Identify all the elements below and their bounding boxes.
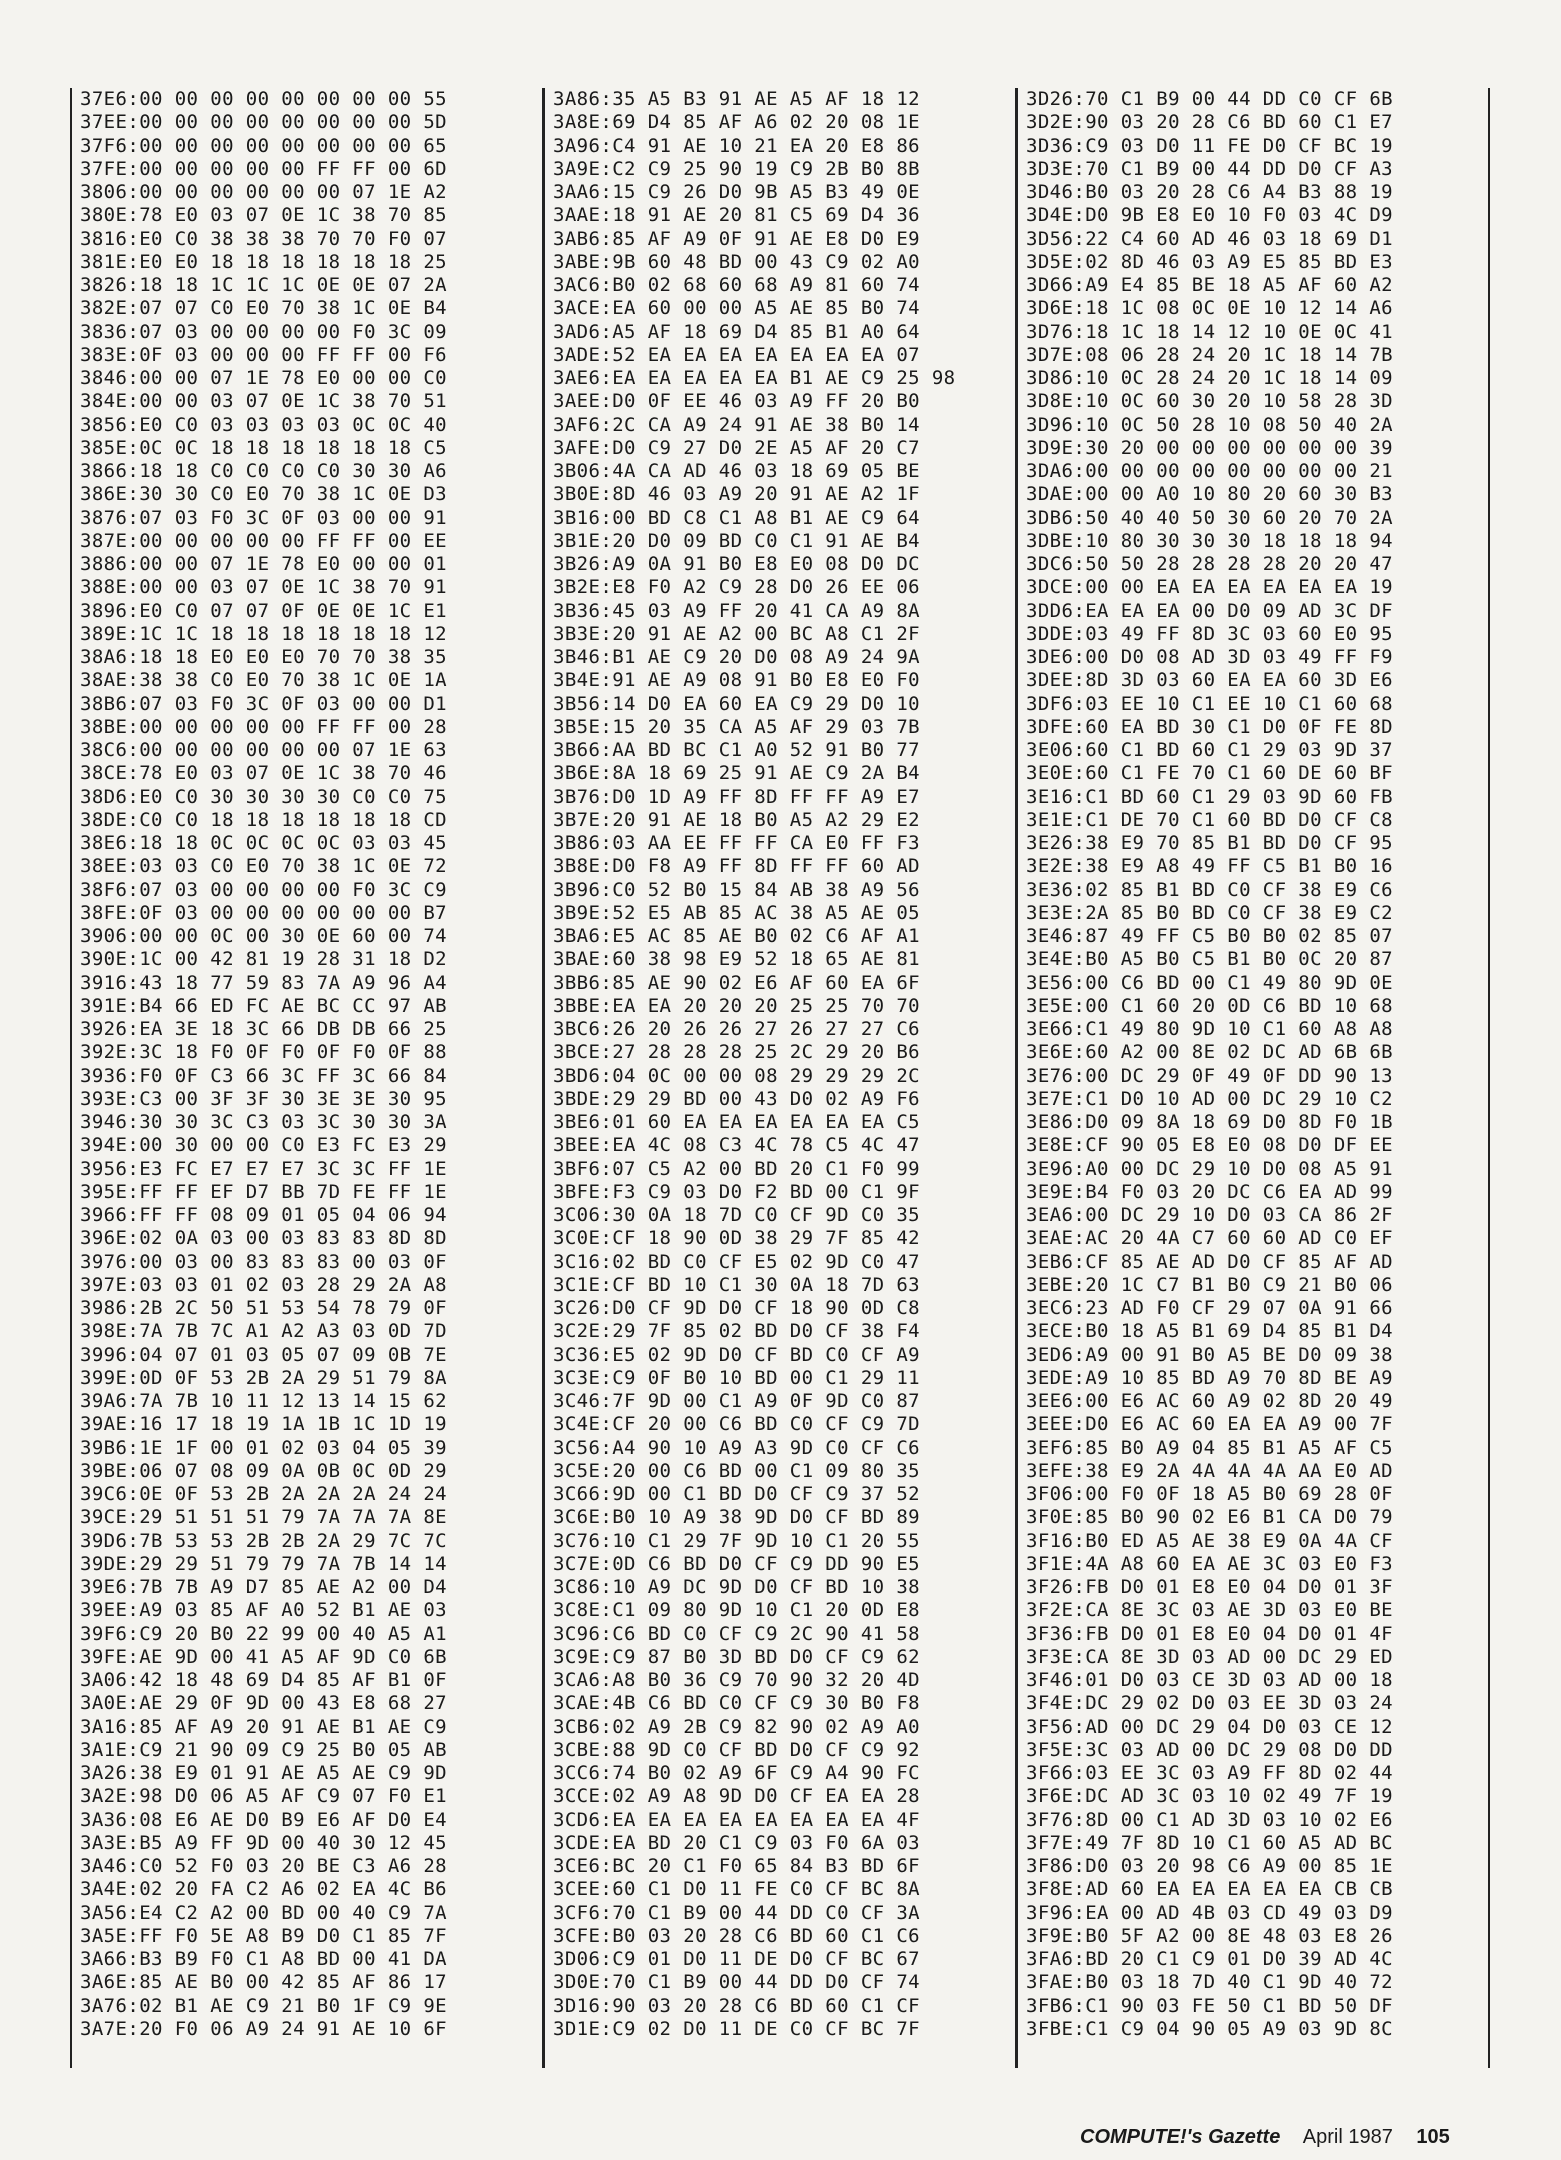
listing-line: 3CA6:A8 B0 36 C9 70 90 32 20 4D (553, 1669, 921, 1691)
listing-line: 3C6E:B0 10 A9 38 9D D0 CF BD 89 (553, 1506, 921, 1529)
listing-line: 3B16:00 BD C8 C1 A8 B1 AE C9 64 (553, 506, 921, 529)
listing-line: 3A6E:85 AE B0 00 42 85 AF 86 17 (80, 1971, 448, 1994)
listing-line: 3F76:8D 00 C1 AD 3D 03 10 02 E6 (1026, 1808, 1394, 1831)
listing-line: 3C76:10 C1 29 7F 9D 10 C1 20 55 (553, 1529, 921, 1552)
listing-line: 395E:FF FF EF D7 BB 7D FE FF 1E (80, 1180, 448, 1203)
listing-line: 3A76:02 B1 AE C9 21 B0 1F C9 9E (80, 1994, 448, 2017)
listing-line: 3926:EA 3E 18 3C 66 DB DB 66 25 (80, 1018, 448, 1040)
listing-line: 396E:02 0A 03 00 03 83 83 8D 8D (80, 1227, 448, 1250)
listing-line: 3A06:42 18 48 69 D4 85 AF B1 0F (80, 1669, 448, 1691)
listing-line: 3B4E:91 AE A9 08 91 B0 E8 E0 F0 (553, 669, 921, 692)
listing-line: 397E:03 03 01 02 03 28 29 2A A8 (80, 1273, 448, 1296)
listing-line: 3BC6:26 20 26 26 27 26 27 27 C6 (553, 1018, 921, 1040)
listing-line: 3E0E:60 C1 FE 70 C1 60 DE 60 BF (1026, 762, 1394, 785)
listing-line: 3CDE:EA BD 20 C1 C9 03 F0 6A 03 (553, 1831, 921, 1854)
listing-line: 3C36:E5 02 9D D0 CF BD C0 CF A9 (553, 1343, 921, 1366)
listing-line: 37EE:00 00 00 00 00 00 00 00 5D (80, 111, 448, 134)
listing-line: 3EB6:CF 85 AE AD D0 CF 85 AF AD (1026, 1250, 1394, 1273)
listing-line: 3BCE:27 28 28 28 25 2C 29 20 B6 (553, 1041, 921, 1064)
listing-line: 3F5E:3C 03 AD 00 DC 29 08 D0 DD (1026, 1738, 1394, 1761)
listing-line: 39DE:29 29 51 79 79 7A 7B 14 14 (80, 1552, 448, 1575)
listing-line: 3CD6:EA EA EA EA EA EA EA EA 4F (553, 1808, 921, 1831)
listing-line: 3C5E:20 00 C6 BD 00 C1 09 80 35 (553, 1459, 921, 1482)
listing-line: 382E:07 07 C0 E0 70 38 1C 0E B4 (80, 297, 448, 320)
listing-line: 3E7E:C1 D0 10 AD 00 DC 29 10 C2 (1026, 1087, 1394, 1110)
listing-line: 3C3E:C9 0F B0 10 BD 00 C1 29 11 (553, 1366, 921, 1389)
listing-line: 38D6:E0 C0 30 30 30 30 C0 C0 75 (80, 785, 448, 808)
listing-line: 3BF6:07 C5 A2 00 BD 20 C1 F0 99 (553, 1157, 921, 1180)
listing-line: 3D66:A9 E4 85 BE 18 A5 AF 60 A2 (1026, 274, 1394, 296)
listing-line: 3E9E:B4 F0 03 20 DC C6 EA AD 99 (1026, 1180, 1394, 1203)
listing-line: 387E:00 00 00 00 00 FF FF 00 EE (80, 529, 448, 552)
listing-line: 3AFE:D0 C9 27 D0 2E A5 AF 20 C7 (553, 436, 921, 459)
listing-line: 3C06:30 0A 18 7D C0 CF 9D C0 35 (553, 1204, 921, 1226)
listing-line: 38BE:00 00 00 00 00 FF FF 00 28 (80, 715, 448, 738)
page-footer (1080, 2126, 1500, 2149)
listing-line: 3F9E:B0 5F A2 00 8E 48 03 E8 26 (1026, 1924, 1394, 1947)
listing-line: 3A36:08 E6 AE D0 B9 E6 AF D0 E4 (80, 1808, 448, 1831)
listing-line: 3E5E:00 C1 60 20 0D C6 BD 10 68 (1026, 994, 1394, 1017)
listing-line: 3A4E:02 20 FA C2 A6 02 EA 4C B6 (80, 1878, 448, 1901)
listing-line: 39FE:AE 9D 00 41 A5 AF 9D C0 6B (80, 1645, 448, 1668)
listing-line: 3FB6:C1 90 03 FE 50 C1 BD 50 DF (1026, 1994, 1394, 2017)
listing-line: 3E36:02 85 B1 BD C0 CF 38 E9 C6 (1026, 878, 1394, 901)
listing-line: 380E:78 E0 03 07 0E 1C 38 70 85 (80, 204, 448, 227)
listing-line: 3F26:FB D0 01 E8 E0 04 D0 01 3F (1026, 1576, 1394, 1598)
listing-line: 3F96:EA 00 AD 4B 03 CD 49 03 D9 (1026, 1901, 1394, 1924)
listing-line: 3A7E:20 F0 06 A9 24 91 AE 10 6F (80, 2017, 448, 2040)
listing-line: 383E:0F 03 00 00 00 FF FF 00 F6 (80, 343, 448, 366)
listing-line: 3876:07 03 F0 3C 0F 03 00 00 91 (80, 506, 448, 529)
listing-column-3 (1016, 88, 1490, 2068)
listing-line: 3DAE:00 00 A0 10 80 20 60 30 B3 (1026, 483, 1394, 506)
listing-column-1 (70, 88, 544, 2068)
listing-line: 3ABE:9B 60 48 BD 00 43 C9 02 A0 (553, 250, 921, 273)
listing-line: 38F6:07 03 00 00 00 00 F0 3C C9 (80, 878, 448, 901)
listing-line: 39B6:1E 1F 00 01 02 03 04 05 39 (80, 1436, 448, 1459)
listing-line: 3C56:A4 90 10 A9 A3 9D C0 CF C6 (553, 1436, 921, 1459)
listing-line: 3956:E3 FC E7 E7 E7 3C 3C FF 1E (80, 1157, 448, 1180)
listing-line: 3B46:B1 AE C9 20 D0 08 A9 24 9A (553, 646, 921, 668)
listing-line: 3CAE:4B C6 BD C0 CF C9 30 B0 F8 (553, 1692, 921, 1715)
listing-line: 3ADE:52 EA EA EA EA EA EA EA 07 (553, 343, 921, 366)
listing-line: 39A6:7A 7B 10 11 12 13 14 15 62 (80, 1390, 448, 1412)
listing-line: 3CC6:74 B0 02 A9 6F C9 A4 90 FC (553, 1762, 921, 1784)
listing-line: 3A8E:69 D4 85 AF A6 02 20 08 1E (553, 111, 921, 134)
listing-line: 384E:00 00 03 07 0E 1C 38 70 51 (80, 390, 448, 413)
listing-line: 3DEE:8D 3D 03 60 EA EA 60 3D E6 (1026, 669, 1394, 692)
listing-line: 3DFE:60 EA BD 30 C1 D0 0F FE 8D (1026, 715, 1394, 738)
listing-line: 3EC6:23 AD F0 CF 29 07 0A 91 66 (1026, 1297, 1394, 1319)
listing-line: 3EFE:38 E9 2A 4A 4A 4A AA E0 AD (1026, 1459, 1394, 1482)
listing-line: 3866:18 18 C0 C0 C0 C0 30 30 A6 (80, 460, 448, 482)
listing-line: 3E8E:CF 90 05 E8 E0 08 D0 DF EE (1026, 1134, 1394, 1157)
listing-line: 3C96:C6 BD C0 CF C9 2C 90 41 58 (553, 1622, 921, 1645)
listing-line: 3B66:AA BD BC C1 A0 52 91 B0 77 (553, 739, 921, 761)
listing-line: 390E:1C 00 42 81 19 28 31 18 D2 (80, 948, 448, 971)
listing-line: 3C66:9D 00 C1 BD D0 CF C9 37 52 (553, 1483, 921, 1505)
listing-line: 3946:30 30 3C C3 03 3C 30 30 3A (80, 1111, 448, 1133)
listing-line: 3D9E:30 20 00 00 00 00 00 00 39 (1026, 436, 1394, 459)
listing-line: 3E26:38 E9 70 85 B1 BD D0 CF 95 (1026, 832, 1394, 854)
listing-line: 3F36:FB D0 01 E8 E0 04 D0 01 4F (1026, 1622, 1394, 1645)
listing-line: 3E6E:60 A2 00 8E 02 DC AD 6B 6B (1026, 1041, 1394, 1064)
listing-line: 394E:00 30 00 00 C0 E3 FC E3 29 (80, 1134, 448, 1157)
listing-line: 3CBE:88 9D C0 CF BD D0 CF C9 92 (553, 1738, 921, 1761)
listing-line: 3B8E:D0 F8 A9 FF 8D FF FF 60 AD (553, 855, 921, 878)
listing-line: 3E1E:C1 DE 70 C1 60 BD D0 CF C8 (1026, 808, 1394, 831)
listing-line: 3EAE:AC 20 4A C7 60 60 AD C0 EF (1026, 1227, 1394, 1250)
listing-line: 3F86:D0 03 20 98 C6 A9 00 85 1E (1026, 1855, 1394, 1877)
listing-line: 3E2E:38 E9 A8 49 FF C5 B1 B0 16 (1026, 855, 1394, 878)
listing-line: 3916:43 18 77 59 83 7A A9 96 A4 (80, 971, 448, 994)
listing-line: 3A5E:FF F0 5E A8 B9 D0 C1 85 7F (80, 1924, 448, 1947)
listing-line: 3A2E:98 D0 06 A5 AF C9 07 F0 E1 (80, 1785, 448, 1808)
listing-line: 3886:00 00 07 1E 78 E0 00 00 01 (80, 553, 448, 575)
listing-line: 3D6E:18 1C 08 0C 0E 10 12 14 A6 (1026, 297, 1394, 320)
listing-line: 3D96:10 0C 50 28 10 08 50 40 2A (1026, 413, 1394, 436)
listing-line: 3EF6:85 B0 A9 04 85 B1 A5 AF C5 (1026, 1436, 1394, 1459)
listing-line: 3AAE:18 91 AE 20 81 C5 69 D4 36 (553, 204, 921, 227)
listing-line: 38FE:0F 03 00 00 00 00 00 00 B7 (80, 901, 448, 924)
listing-line: 3E4E:B0 A5 B0 C5 B1 B0 0C 20 87 (1026, 948, 1394, 971)
listing-line: 3F7E:49 7F 8D 10 C1 60 A5 AD BC (1026, 1831, 1394, 1854)
listing-line: 3ED6:A9 00 91 B0 A5 BE D0 09 38 (1026, 1343, 1394, 1366)
listing-line: 38AE:38 38 C0 E0 70 38 1C 0E 1A (80, 669, 448, 692)
listing-line: 38C6:00 00 00 00 00 00 07 1E 63 (80, 739, 448, 761)
listing-line: 3E16:C1 BD 60 C1 29 03 9D 60 FB (1026, 785, 1394, 808)
listing-line: 3CE6:BC 20 C1 F0 65 84 B3 BD 6F (553, 1855, 921, 1877)
listing-line: 3BFE:F3 C9 03 D0 F2 BD 00 C1 9F (553, 1180, 921, 1203)
listing-line: 3F56:AD 00 DC 29 04 D0 03 CE 12 (1026, 1715, 1394, 1738)
listing-line: 38B6:07 03 F0 3C 0F 03 00 00 D1 (80, 692, 448, 715)
listing-line: 3BDE:29 29 BD 00 43 D0 02 A9 F6 (553, 1087, 921, 1110)
listing-line: 3A66:B3 B9 F0 C1 A8 BD 00 41 DA (80, 1948, 448, 1970)
listing-line: 3C46:7F 9D 00 C1 A9 0F 9D C0 87 (553, 1390, 921, 1412)
listing-line: 38EE:03 03 C0 E0 70 38 1C 0E 72 (80, 855, 448, 878)
listing-line: 3D2E:90 03 20 28 C6 BD 60 C1 E7 (1026, 111, 1394, 134)
listing-line: 3F2E:CA 8E 3C 03 AE 3D 03 E0 BE (1026, 1599, 1394, 1622)
listing-line: 3F3E:CA 8E 3D 03 AD 00 DC 29 ED (1026, 1645, 1394, 1668)
issue-date: April 1987 (1302, 2126, 1393, 2148)
listing-line: 3CF6:70 C1 B9 00 44 DD C0 CF 3A (553, 1901, 921, 1924)
listing-line: 3966:FF FF 08 09 01 05 04 06 94 (80, 1204, 448, 1226)
listing-line: 3D16:90 03 20 28 C6 BD 60 C1 CF (553, 1994, 921, 2017)
listing-line: 3A1E:C9 21 90 09 C9 25 B0 05 AB (80, 1738, 448, 1761)
listing-line: 3BA6:E5 AC 85 AE B0 02 C6 AF A1 (553, 925, 921, 947)
listing-line: 3EBE:20 1C C7 B1 B0 C9 21 B0 06 (1026, 1273, 1394, 1296)
listing-line: 3A56:E4 C2 A2 00 BD 00 40 C9 7A (80, 1901, 448, 1924)
listing-line: 3996:04 07 01 03 05 07 09 0B 7E (80, 1343, 448, 1366)
listing-line: 3C4E:CF 20 00 C6 BD C0 CF C9 7D (553, 1413, 921, 1436)
listing-line: 3A86:35 A5 B3 91 AE A5 AF 18 12 (553, 88, 921, 110)
listing-line: 3816:E0 C0 38 38 38 70 70 F0 07 (80, 227, 448, 250)
listing-line: 3B5E:15 20 35 CA A5 AF 29 03 7B (553, 715, 921, 738)
listing-line: 3B56:14 D0 EA 60 EA C9 29 D0 10 (553, 692, 921, 715)
listing-line: 3FBE:C1 C9 04 90 05 A9 03 9D 8C (1026, 2017, 1394, 2040)
listing-line: 3E3E:2A 85 B0 BD C0 CF 38 E9 C2 (1026, 901, 1394, 924)
listing-line: 385E:0C 0C 18 18 18 18 18 18 C5 (80, 436, 448, 459)
listing-line: 3AA6:15 C9 26 D0 9B A5 B3 49 0E (553, 181, 921, 203)
listing-line: 3DBE:10 80 30 30 30 18 18 18 94 (1026, 529, 1394, 552)
listing-line: 3ACE:EA 60 00 00 A5 AE 85 B0 74 (553, 297, 921, 320)
listing-line: 3BAE:60 38 98 E9 52 18 65 AE 81 (553, 948, 921, 971)
listing-line: 3C0E:CF 18 90 0D 38 29 7F 85 42 (553, 1227, 921, 1250)
listing-line: 3B36:45 03 A9 FF 20 41 CA A9 8A (553, 599, 921, 622)
listing-line: 3BB6:85 AE 90 02 E6 AF 60 EA 6F (553, 971, 921, 994)
listing-line: 3836:07 03 00 00 00 00 F0 3C 09 (80, 320, 448, 343)
listing-line: 3D26:70 C1 B9 00 44 DD C0 CF 6B (1026, 88, 1394, 110)
listing-line: 3D1E:C9 02 D0 11 DE C0 CF BC 7F (553, 2017, 921, 2040)
listing-line: 3D06:C9 01 D0 11 DE D0 CF BC 67 (553, 1948, 921, 1970)
listing-line: 3C86:10 A9 DC 9D D0 CF BD 10 38 (553, 1576, 921, 1598)
listing-line: 37F6:00 00 00 00 00 00 00 00 65 (80, 134, 448, 157)
listing-line: 3F16:B0 ED A5 AE 38 E9 0A 4A CF (1026, 1529, 1394, 1552)
listing-line: 3D46:B0 03 20 28 C6 A4 B3 88 19 (1026, 181, 1394, 203)
listing-line: 3B7E:20 91 AE 18 B0 A5 A2 29 E2 (553, 808, 921, 831)
listing-line: 3B0E:8D 46 03 A9 20 91 AE A2 1F (553, 483, 921, 506)
listing-line: 386E:30 30 C0 E0 70 38 1C 0E D3 (80, 483, 448, 506)
listing-line: 3DCE:00 00 EA EA EA EA EA EA 19 (1026, 576, 1394, 599)
listing-line: 3D76:18 1C 18 14 12 10 0E 0C 41 (1026, 320, 1394, 343)
listing-line: 3D4E:D0 9B E8 E0 10 F0 03 4C D9 (1026, 204, 1394, 227)
listing-line: 3A3E:B5 A9 FF 9D 00 40 30 12 45 (80, 1831, 448, 1854)
listing-line: 3BE6:01 60 EA EA EA EA EA EA C5 (553, 1111, 921, 1133)
listing-line: 3D56:22 C4 60 AD 46 03 18 69 D1 (1026, 227, 1394, 250)
listing-line: 3DC6:50 50 28 28 28 28 20 20 47 (1026, 553, 1394, 575)
listing-line: 3AE6:EA EA EA EA EA B1 AE C9 25 98 (553, 367, 956, 389)
listing-line: 3D7E:08 06 28 24 20 1C 18 14 7B (1026, 343, 1394, 366)
listing-line: 3DF6:03 EE 10 C1 EE 10 C1 60 68 (1026, 692, 1394, 715)
listing-line: 3A9E:C2 C9 25 90 19 C9 2B B0 8B (553, 157, 921, 180)
listing-line: 39E6:7B 7B A9 D7 85 AE A2 00 D4 (80, 1576, 448, 1598)
listing-line: 3D86:10 0C 28 24 20 1C 18 14 09 (1026, 367, 1394, 389)
listing-line: 3B06:4A CA AD 46 03 18 69 05 BE (553, 460, 921, 482)
listing-line: 3CEE:60 C1 D0 11 FE C0 CF BC 8A (553, 1878, 921, 1901)
listing-line: 39BE:06 07 08 09 0A 0B 0C 0D 29 (80, 1459, 448, 1482)
listing-line: 3C1E:CF BD 10 C1 30 0A 18 7D 63 (553, 1273, 921, 1296)
listing-line: 3AC6:B0 02 68 60 68 A9 81 60 74 (553, 274, 921, 296)
listing-line: 39C6:0E 0F 53 2B 2A 2A 2A 24 24 (80, 1483, 448, 1505)
page-number: 105 (1416, 2126, 1450, 2148)
listing-line: 381E:E0 E0 18 18 18 18 18 18 25 (80, 250, 448, 273)
listing-line: 3B86:03 AA EE FF FF CA E0 FF F3 (553, 832, 921, 854)
listing-line: 391E:B4 66 ED FC AE BC CC 97 AB (80, 994, 448, 1017)
listing-line: 3EA6:00 DC 29 10 D0 03 CA 86 2F (1026, 1204, 1394, 1226)
listing-line: 3CCE:02 A9 A8 9D D0 CF EA EA 28 (553, 1785, 921, 1808)
listing-line: 3C7E:0D C6 BD D0 CF C9 DD 90 E5 (553, 1552, 921, 1575)
listing-line: 3CB6:02 A9 2B C9 82 90 02 A9 A0 (553, 1715, 921, 1738)
listing-line: 3F4E:DC 29 02 D0 03 EE 3D 03 24 (1026, 1692, 1394, 1715)
listing-line: 3906:00 00 0C 00 30 0E 60 00 74 (80, 925, 448, 947)
listing-line: 3C9E:C9 87 B0 3D BD D0 CF C9 62 (553, 1645, 921, 1668)
listing-line: 3F66:03 EE 3C 03 A9 FF 8D 02 44 (1026, 1762, 1394, 1784)
listing-line: 39CE:29 51 51 51 79 7A 7A 7A 8E (80, 1506, 448, 1529)
listing-line: 3B3E:20 91 AE A2 00 BC A8 C1 2F (553, 622, 921, 645)
listing-line: 3CFE:B0 03 20 28 C6 BD 60 C1 C6 (553, 1924, 921, 1947)
listing-line: 3936:F0 0F C3 66 3C FF 3C 66 84 (80, 1064, 448, 1087)
listing-line: 3EE6:00 E6 AC 60 A9 02 8D 20 49 (1026, 1390, 1394, 1412)
listing-line: 37E6:00 00 00 00 00 00 00 00 55 (80, 88, 448, 110)
listing-line: 3E66:C1 49 80 9D 10 C1 60 A8 A8 (1026, 1018, 1394, 1040)
listing-line: 3FA6:BD 20 C1 C9 01 D0 39 AD 4C (1026, 1948, 1394, 1970)
listing-line: 3E86:D0 09 8A 18 69 D0 8D F0 1B (1026, 1111, 1394, 1133)
listing-line: 3DA6:00 00 00 00 00 00 00 00 21 (1026, 460, 1394, 482)
listing-line: 3B26:A9 0A 91 B0 E8 E0 08 D0 DC (553, 553, 921, 575)
listing-line: 3D3E:70 C1 B9 00 44 DD D0 CF A3 (1026, 157, 1394, 180)
listing-line: 3C16:02 BD C0 CF E5 02 9D C0 47 (553, 1250, 921, 1273)
listing-line: 3EDE:A9 10 85 BD A9 70 8D BE A9 (1026, 1366, 1394, 1389)
listing-line: 393E:C3 00 3F 3F 30 3E 3E 30 95 (80, 1087, 448, 1110)
listing-line: 39D6:7B 53 53 2B 2B 2A 29 7C 7C (80, 1529, 448, 1552)
listing-line: 3D0E:70 C1 B9 00 44 DD D0 CF 74 (553, 1971, 921, 1994)
listing-line: 3B76:D0 1D A9 FF 8D FF FF A9 E7 (553, 785, 921, 808)
listing-line: 3BEE:EA 4C 08 C3 4C 78 C5 4C 47 (553, 1134, 921, 1157)
listing-line: 3BBE:EA EA 20 20 20 25 25 70 70 (553, 994, 921, 1017)
listing-line: 3B2E:E8 F0 A2 C9 28 D0 26 EE 06 (553, 576, 921, 599)
listing-line: 3DD6:EA EA EA 00 D0 09 AD 3C DF (1026, 599, 1394, 622)
listing-line: 38DE:C0 C0 18 18 18 18 18 18 CD (80, 808, 448, 831)
listing-line: 3E56:00 C6 BD 00 C1 49 80 9D 0E (1026, 971, 1394, 994)
listing-line: 3E76:00 DC 29 0F 49 0F DD 90 13 (1026, 1064, 1394, 1087)
listing-line: 3B9E:52 E5 AB 85 AC 38 A5 AE 05 (553, 901, 921, 924)
listing-line: 3D36:C9 03 D0 11 FE D0 CF BC 19 (1026, 134, 1394, 157)
listing-line: 3DDE:03 49 FF 8D 3C 03 60 E0 95 (1026, 622, 1394, 645)
listing-line: 3E46:87 49 FF C5 B0 B0 02 85 07 (1026, 925, 1394, 947)
listing-line: 3B1E:20 D0 09 BD C0 C1 91 AE B4 (553, 529, 921, 552)
listing-line: 3F6E:DC AD 3C 03 10 02 49 7F 19 (1026, 1785, 1394, 1808)
listing-line: 3FAE:B0 03 18 7D 40 C1 9D 40 72 (1026, 1971, 1394, 1994)
listing-line: 3A96:C4 91 AE 10 21 EA 20 E8 86 (553, 134, 921, 157)
listing-line: 38E6:18 18 0C 0C 0C 0C 03 03 45 (80, 832, 448, 854)
listing-line: 3B6E:8A 18 69 25 91 AE C9 2A B4 (553, 762, 921, 785)
listing-line: 3DB6:50 40 40 50 30 60 20 70 2A (1026, 506, 1394, 529)
magazine-name: COMPUTE!'s Gazette (1080, 2126, 1281, 2148)
listing-line: 3AB6:85 AF A9 0F 91 AE E8 D0 E9 (553, 227, 921, 250)
listing-column-2 (543, 88, 1017, 2068)
listing-line: 3AEE:D0 0F EE 46 03 A9 FF 20 B0 (553, 390, 921, 413)
listing-line: 388E:00 00 03 07 0E 1C 38 70 91 (80, 576, 448, 599)
listing-line: 3E96:A0 00 DC 29 10 D0 08 A5 91 (1026, 1157, 1394, 1180)
listing-line: 398E:7A 7B 7C A1 A2 A3 03 0D 7D (80, 1320, 448, 1343)
listing-line: 3F06:00 F0 0F 18 A5 B0 69 28 0F (1026, 1483, 1394, 1505)
listing-line: 39F6:C9 20 B0 22 99 00 40 A5 A1 (80, 1622, 448, 1645)
listing-line: 39EE:A9 03 85 AF A0 52 B1 AE 03 (80, 1599, 448, 1622)
listing-line: 3E06:60 C1 BD 60 C1 29 03 9D 37 (1026, 739, 1394, 761)
listing-line: 3986:2B 2C 50 51 53 54 78 79 0F (80, 1297, 448, 1319)
listing-line: 38A6:18 18 E0 E0 E0 70 70 38 35 (80, 646, 448, 668)
listing-line: 3F1E:4A A8 60 EA AE 3C 03 E0 F3 (1026, 1552, 1394, 1575)
listing-line: 3AD6:A5 AF 18 69 D4 85 B1 A0 64 (553, 320, 921, 343)
listing-line: 3D8E:10 0C 60 30 20 10 58 28 3D (1026, 390, 1394, 413)
listing-line: 3976:00 03 00 83 83 83 00 03 0F (80, 1250, 448, 1273)
listing-line: 3A46:C0 52 F0 03 20 BE C3 A6 28 (80, 1855, 448, 1877)
listing-line: 38CE:78 E0 03 07 0E 1C 38 70 46 (80, 762, 448, 785)
listing-line: 3F46:01 D0 03 CE 3D 03 AD 00 18 (1026, 1669, 1394, 1691)
listing-line: 39AE:16 17 18 19 1A 1B 1C 1D 19 (80, 1413, 448, 1436)
listing-line: 3806:00 00 00 00 00 00 07 1E A2 (80, 181, 448, 203)
listing-line: 3BD6:04 0C 00 00 08 29 29 29 2C (553, 1064, 921, 1087)
listing-line: 3856:E0 C0 03 03 03 03 0C 0C 40 (80, 413, 448, 436)
listing-line: 3846:00 00 07 1E 78 E0 00 00 C0 (80, 367, 448, 389)
listing-line: 3EEE:D0 E6 AC 60 EA EA A9 00 7F (1026, 1413, 1394, 1436)
listing-line: 3C8E:C1 09 80 9D 10 C1 20 0D E8 (553, 1599, 921, 1622)
listing-line: 3896:E0 C0 07 07 0F 0E 0E 1C E1 (80, 599, 448, 622)
listing-line: 3826:18 18 1C 1C 1C 0E 0E 07 2A (80, 274, 448, 296)
listing-line: 3D5E:02 8D 46 03 A9 E5 85 BD E3 (1026, 250, 1394, 273)
listing-line: 399E:0D 0F 53 2B 2A 29 51 79 8A (80, 1366, 448, 1389)
listing-line: 392E:3C 18 F0 0F F0 0F F0 0F 88 (80, 1041, 448, 1064)
listing-line: 3C2E:29 7F 85 02 BD D0 CF 38 F4 (553, 1320, 921, 1343)
listing-line: 3A16:85 AF A9 20 91 AE B1 AE C9 (80, 1715, 448, 1738)
listing-line: 3F0E:85 B0 90 02 E6 B1 CA D0 79 (1026, 1506, 1394, 1529)
listing-line: 389E:1C 1C 18 18 18 18 18 18 12 (80, 622, 448, 645)
listing-line: 37FE:00 00 00 00 00 FF FF 00 6D (80, 157, 448, 180)
listing-line: 3ECE:B0 18 A5 B1 69 D4 85 B1 D4 (1026, 1320, 1394, 1343)
listing-line: 3C26:D0 CF 9D D0 CF 18 90 0D C8 (553, 1297, 921, 1319)
listing-line: 3F8E:AD 60 EA EA EA EA EA CB CB (1026, 1878, 1394, 1901)
listing-line: 3A26:38 E9 01 91 AE A5 AE C9 9D (80, 1762, 448, 1784)
listing-line: 3B96:C0 52 B0 15 84 AB 38 A9 56 (553, 878, 921, 901)
listing-line: 3AF6:2C CA A9 24 91 AE 38 B0 14 (553, 413, 921, 436)
listing-line: 3DE6:00 D0 08 AD 3D 03 49 FF F9 (1026, 646, 1394, 668)
listing-line: 3A0E:AE 29 0F 9D 00 43 E8 68 27 (80, 1692, 448, 1715)
